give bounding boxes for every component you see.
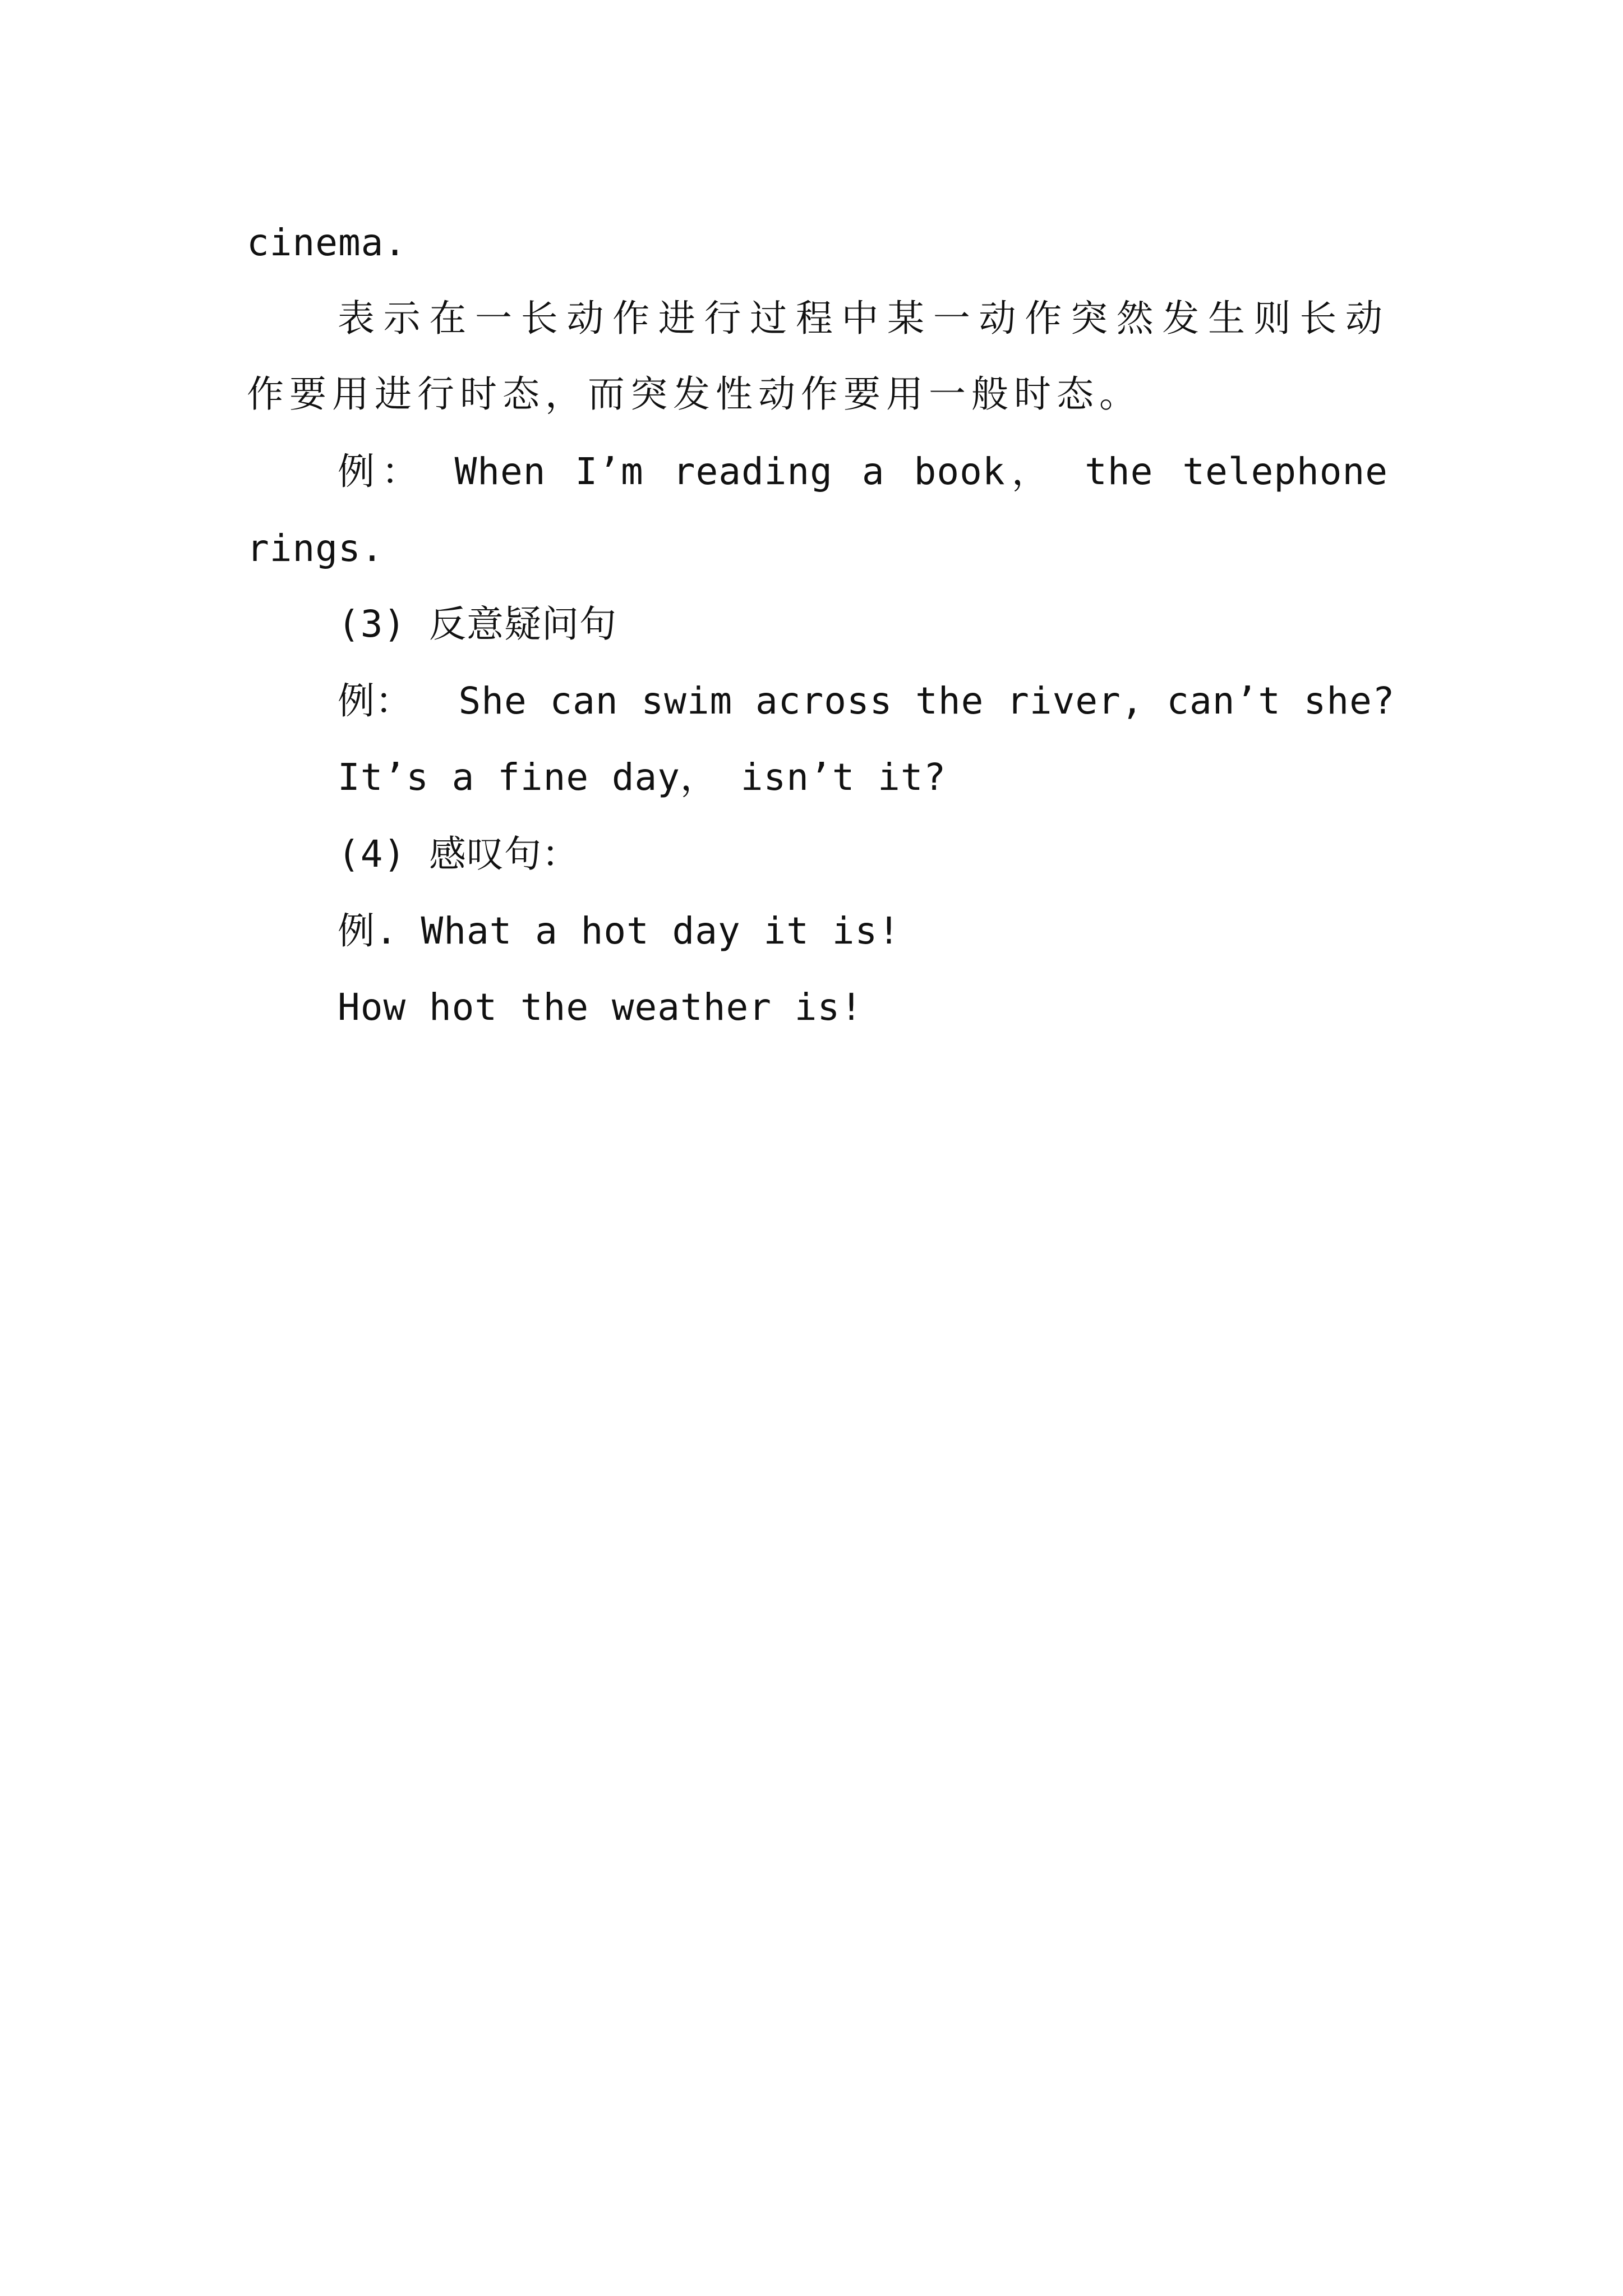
text-line-description-1: 表示在一长动作进行过程中某一动作突然发生则长动 [338, 297, 1388, 340]
text-line-example-2: 例： She can swim across the river, can’t she? [338, 679, 1395, 723]
text-line-example-4: 例. What a hot day it is! [338, 909, 901, 953]
text-line-example-5: How hot the weather is! [338, 986, 863, 1029]
text-line-cinema: cinema. [247, 221, 407, 264]
text-line-rings: rings. [247, 527, 384, 570]
section-heading-tag-questions: (3) 反意疑问句 [338, 602, 617, 646]
text-line-example-3: It’s a fine day， isn’t it? [338, 756, 947, 799]
section-heading-exclamations: (4) 感叹句： [338, 832, 579, 876]
text-line-description-2: 作要用进行时态，而突发性动作要用一般时态。 [247, 372, 1142, 416]
text-line-example-1: 例： When I’m reading a book， the telephone [338, 450, 1388, 493]
